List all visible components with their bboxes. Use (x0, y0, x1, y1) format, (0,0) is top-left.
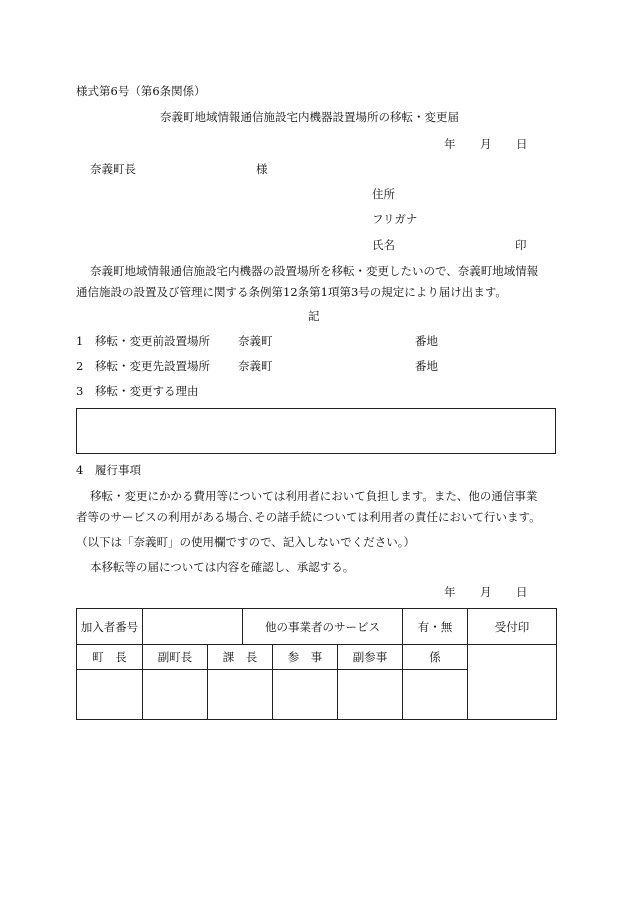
document-title: 奈義町地域情報通信施設宅内機器設置場所の移転・変更届 (160, 110, 459, 124)
receipt-seal-box[interactable] (468, 645, 557, 720)
other-service-label: 他の事業者のサービス (243, 609, 403, 645)
role-deputy-counselor: 副参事 (338, 645, 403, 670)
obligation-line-2: 者等のサービスの利用がある場合､その諸手続については利用者の責任において行います。 (76, 510, 541, 524)
approval-statement: 本移転等の届については内容を確認し、承認する。 (90, 560, 355, 574)
date-year-label: 年 (444, 137, 456, 151)
body-paragraph-line-2: 通信施設の設置及び管理に関する条例第12条第1項第3号の規定により届け出ます。 (76, 285, 507, 299)
obligation-line-1: 移転・変更にかかる費用等については利用者において負担します。また、他の通信事業 (90, 489, 538, 503)
addressee-honorific: 様 (256, 162, 268, 176)
seal-box-deputy-counselor[interactable] (338, 670, 403, 720)
address-label: 住所 (372, 187, 395, 201)
office-date-year-label: 年 (444, 585, 456, 599)
name-label: 氏名 (372, 238, 395, 252)
body-paragraph-line-1: 奈義町地域情報通信施設宅内機器の設置場所を移転・変更したいので、奈義町地域情報 (90, 264, 539, 278)
date-day-label: 日 (516, 137, 528, 151)
item-1-label: 移転・変更前設置場所 (95, 334, 210, 348)
subscriber-number-field[interactable] (143, 609, 243, 645)
office-use-notice: （以下は「奈義町」の使用欄ですので、記入しないでください。） (76, 535, 416, 549)
role-staff: 係 (403, 645, 468, 670)
item-4-number: 4 (76, 463, 84, 477)
seal-box-counselor[interactable] (273, 670, 338, 720)
form-number: 様式第6号（第6条関係） (76, 84, 206, 98)
item-1-suffix: 番地 (415, 334, 438, 348)
office-date-month-label: 月 (480, 585, 492, 599)
service-yes-no[interactable]: 有・無 (403, 609, 468, 645)
seal-box-mayor[interactable] (77, 670, 143, 720)
role-section-chief: 課 長 (208, 645, 273, 670)
seal-mark: 印 (515, 238, 527, 252)
addressee-name: 奈義町長 (90, 162, 136, 176)
item-2-town: 奈義町 (238, 359, 273, 373)
receipt-seal-label: 受付印 (468, 609, 557, 645)
item-3-label: 移転・変更する理由 (95, 384, 199, 398)
furigana-label: フリガナ (372, 212, 418, 226)
item-2-suffix: 番地 (415, 359, 438, 373)
seal-box-section-chief[interactable] (208, 670, 273, 720)
item-1-town: 奈義町 (238, 334, 273, 348)
office-date-day-label: 日 (516, 585, 528, 599)
seal-box-staff[interactable] (403, 670, 468, 720)
item-3-number: 3 (76, 384, 84, 398)
role-counselor: 参 事 (273, 645, 338, 670)
subscriber-number-label: 加入者番号 (77, 609, 143, 645)
role-mayor: 町 長 (77, 645, 143, 670)
seal-box-deputy-mayor[interactable] (143, 670, 208, 720)
ki-heading: 記 (308, 309, 320, 323)
date-month-label: 月 (480, 137, 492, 151)
reason-input-box[interactable] (76, 408, 556, 454)
item-1-number: 1 (76, 334, 84, 348)
item-2-label: 移転・変更先設置場所 (95, 359, 210, 373)
role-deputy-mayor: 副町長 (143, 645, 208, 670)
office-use-table (76, 608, 557, 720)
item-4-label: 履行事項 (95, 463, 141, 477)
item-2-number: 2 (76, 359, 84, 373)
